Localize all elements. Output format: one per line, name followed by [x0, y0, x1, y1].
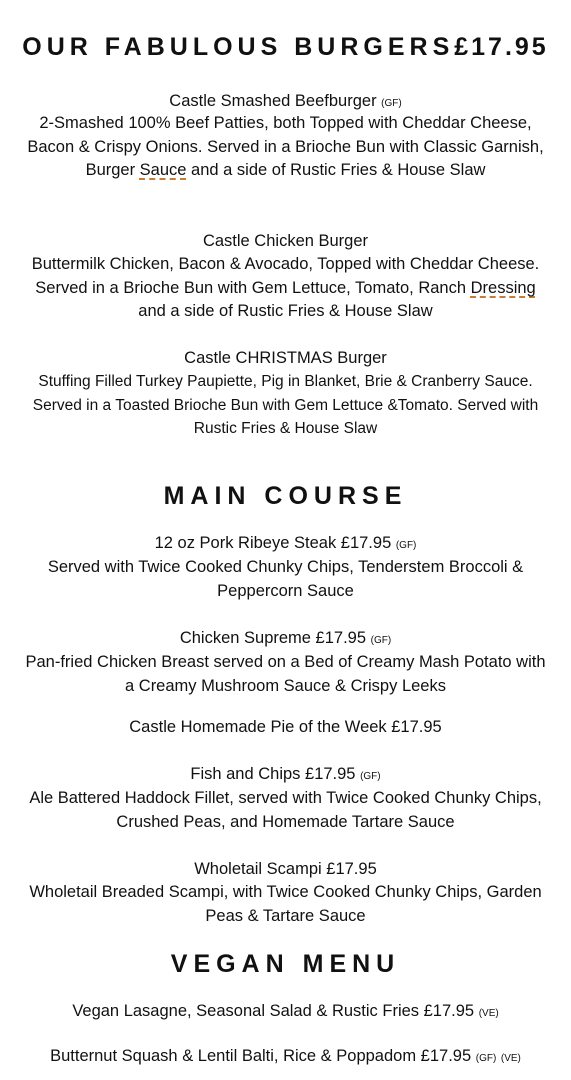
main-5-description: Wholetail Breaded Scampi, with Twice Cooked Chunky Chips, Garden Peas & Tartare Sauce: [29, 883, 542, 925]
main-2-title: [0, 627, 571, 652]
burger-1-description: [24, 112, 547, 183]
burger-2-title: Castle Chicken Burger: [202, 232, 369, 250]
burger-1-desc-part-end: and a side of Rustic Fries & House Slaw: [186, 161, 486, 179]
main-1-description: Served with Twice Cooked Chunky Chips, Tenderstem Broccoli & Peppercorn Sauce: [47, 558, 524, 600]
main-1-name: 12 oz Pork Ribeye Steak £17.95: [154, 534, 392, 552]
main-2-name: Chicken Supreme £17.95: [179, 629, 367, 647]
main-1-tag: (GF): [395, 540, 417, 551]
burger-1-desc-flagged-word: Sauce: [139, 161, 187, 179]
main-4-name: Fish and Chips £17.95: [190, 765, 356, 783]
main-2-tag: (GF): [370, 635, 392, 646]
vegan-2-tag-gf: (GF): [475, 1053, 497, 1064]
burger-2-desc-flagged-word: Dressing: [470, 278, 536, 297]
burger-3-description: Stuffing Filled Turkey Paupiette, Pig in Blanket, Brie & Cranberry Sauce. Served in a Toasted Brioche Bun with Gem Lettuce &Tomato. Served with Rustic Fries & House Slaw: [32, 373, 539, 437]
main-2-description: Pan-fried Chicken Breast served on a Bed of Creamy Mash Potato with a Creamy Mushroom Sauce & Crispy Leeks: [25, 653, 546, 695]
main-4-tag: (GF): [360, 771, 381, 782]
burger-2-description: [24, 253, 547, 324]
main-course-heading: MAIN COURSE: [163, 482, 408, 510]
vegan-heading: VEGAN MENU: [170, 950, 401, 978]
main-1-title: [0, 532, 571, 557]
main-5-title: Wholetail Scampi £17.95: [194, 860, 377, 878]
burger-3-title: Castle CHRISTMAS Burger: [184, 349, 387, 367]
burger-2-desc-part: Buttermilk Chicken, Bacon & Avocado, Topped with Cheddar Cheese. Served in a Brioche Bun with Gem Lettuce, Tomato, Ranch: [31, 255, 540, 297]
main-4-description: Ale Battered Haddock Fillet, served with Twice Cooked Chunky Chips, Crushed Peas, and Homemade Tartare Sauce: [29, 789, 542, 831]
main-4-title: [0, 763, 571, 788]
burger-1-desc-part: 2-Smashed 100% Beef Patties, both Topped with Cheddar Cheese, Bacon & Crispy Onions. Served in a Brioche Bun with Classic Garnish, Burger: [27, 114, 544, 179]
vegan-2-title: [0, 1045, 571, 1070]
vegan-1-title: [0, 1000, 571, 1025]
burgers-heading: [0, 33, 571, 62]
vegan-2-tag-ve: (VE): [500, 1053, 521, 1064]
burger-1-tag: (GF): [381, 98, 402, 109]
burger-2-desc-part-end: and a side of Rustic Fries & House Slaw: [138, 302, 433, 320]
main-3-title: Castle Homemade Pie of the Week £17.95: [129, 718, 442, 736]
vegan-1-name: Vegan Lasagne, Seasonal Salad & Rustic Fries £17.95: [72, 1002, 475, 1020]
burgers-heading-text: OUR FABULOUS BURGERS: [22, 33, 455, 61]
burgers-price: £17.95: [454, 33, 549, 61]
vegan-1-tag: (VE): [478, 1008, 499, 1019]
burger-1-name: Castle Smashed Beefburger: [169, 92, 377, 110]
vegan-2-name: Butternut Squash & Lentil Balti, Rice & Poppadom £17.95: [50, 1047, 472, 1065]
